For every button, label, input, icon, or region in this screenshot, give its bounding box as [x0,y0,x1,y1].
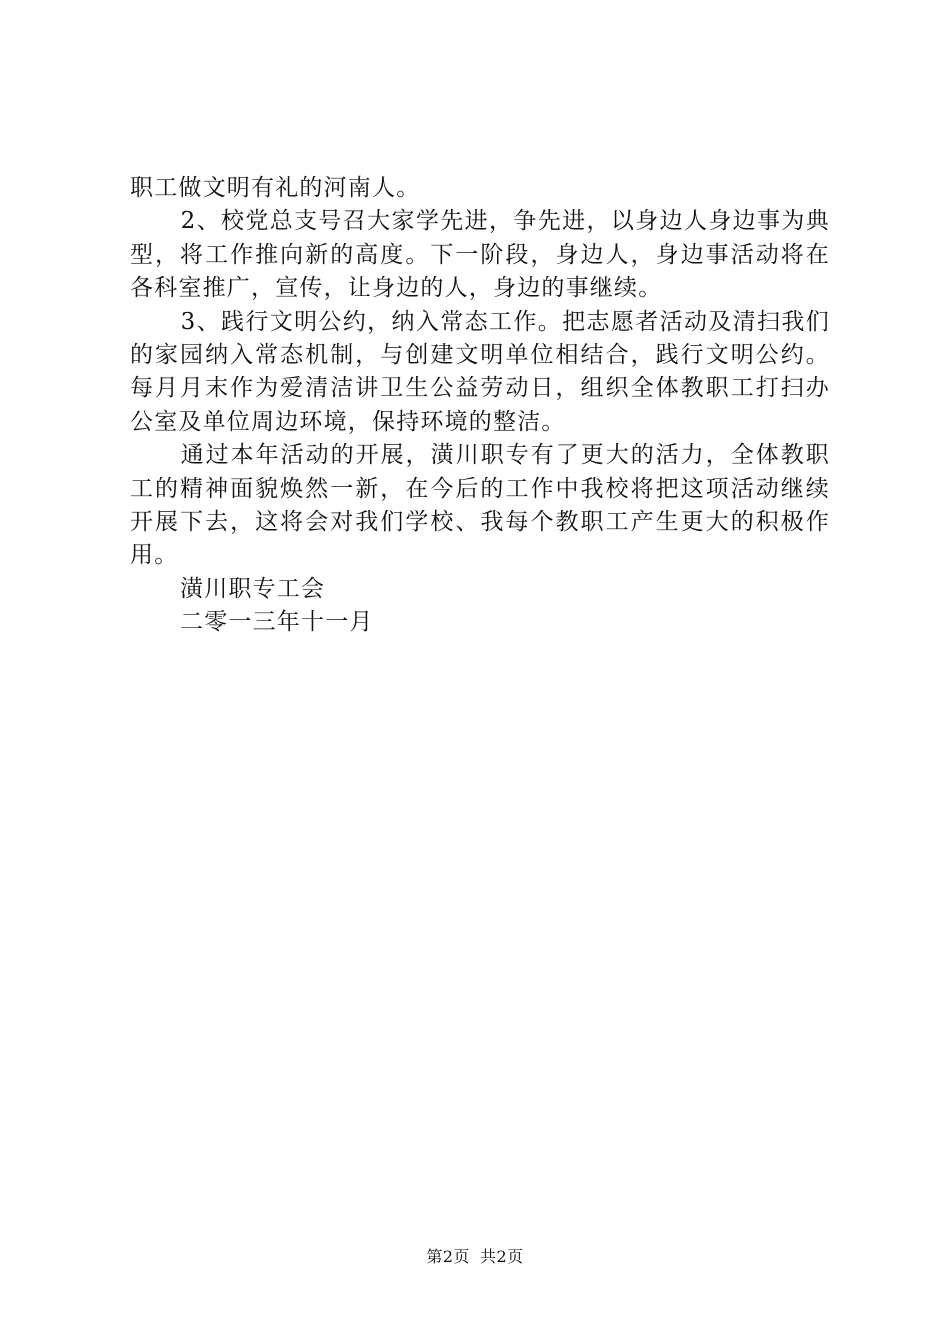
page-footer [0,1244,950,1267]
signature-date: 二零一三年十一月 [180,609,374,636]
page-number: 第2页 [426,1247,470,1266]
paragraph-continuation: 职工做文明有礼的河南人。 [130,175,421,201]
document-body [130,172,830,640]
paragraph-conclusion: 通过本年活动的开展，潢川职专有了更大的活力，全体教职工的精神面貌焕然一新，在今后的工作中我校将把这项活动继续开展下去，这将会对我们学校、我每个教职工产生更大的积极作用。 [130,442,830,569]
paragraph-item-3: 3、践行文明公约，纳入常态工作。把志愿者活动及清扫我们的家园纳入常态机制，与创建文明单位相结合，践行文明公约。每月月末作为爱清洁讲卫生公益劳动日，组织全体教职工打扫办公室及单位周边环境，保持环境的整洁。 [130,308,830,435]
page-total: 共2页 [480,1247,524,1266]
paragraph-item-2: 2、校党总支号召大家学先进，争先进，以身边人身边事为典型，将工作推向新的高度。下一阶段，身边人，身边事活动将在各科室推广，宣传，让身边的人，身边的事继续。 [130,208,830,302]
signature-organization: 潢川职专工会 [180,575,326,602]
